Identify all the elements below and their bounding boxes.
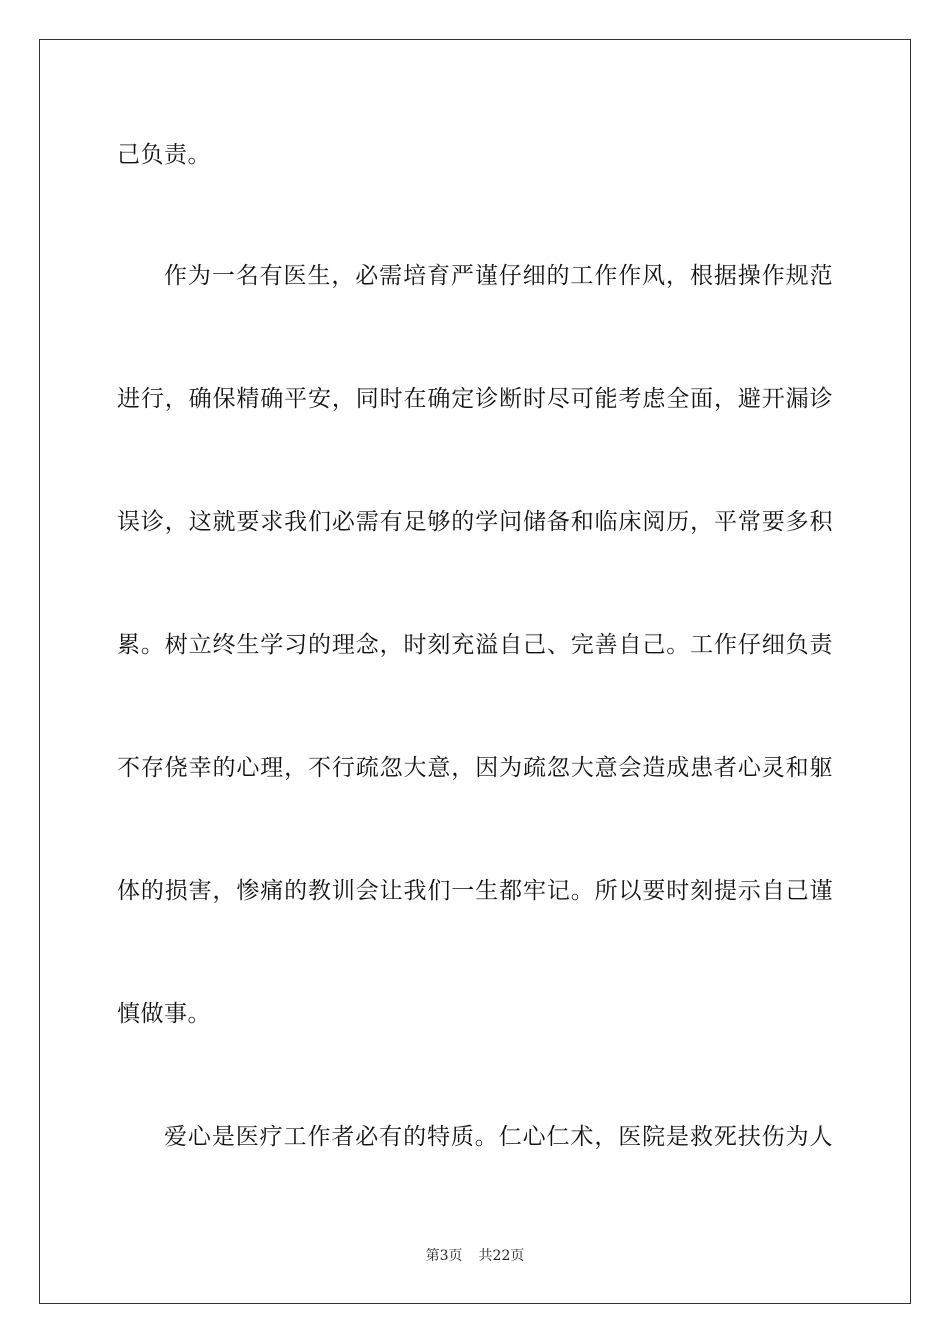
- page-number: 第3页: [425, 1248, 463, 1264]
- paragraph-line: 慎做事。: [117, 1001, 211, 1027]
- paragraph-line: 体的损害，惨痛的教训会让我们一生都牢记。所以要时刻提示自己谨: [117, 878, 833, 904]
- paragraph-line: 己负责。: [117, 142, 211, 168]
- page-footer: [0, 1247, 950, 1265]
- paragraph-line: 作为一名有医生，必需培育严谨仔细的工作作风，根据操作规范: [164, 263, 833, 289]
- paragraph-line: 不存侥幸的心理，不行疏忽大意，因为疏忽大意会造成患者心灵和躯: [117, 755, 833, 781]
- page-total: 共22页: [478, 1248, 525, 1264]
- paragraph-line: 累。树立终生学习的理念，时刻充溢自己、完善自己。工作仔细负责: [117, 632, 833, 658]
- paragraph-line: 误诊，这就要求我们必需有足够的学问储备和临床阅历，平常要多积: [117, 509, 833, 535]
- paragraph-line: 爱心是医疗工作者必有的特质。仁心仁术，医院是救死扶伤为人: [164, 1124, 833, 1150]
- page-frame: [39, 39, 911, 1304]
- paragraph-line: 进行，确保精确平安，同时在确定诊断时尽可能考虑全面，避开漏诊: [117, 386, 833, 412]
